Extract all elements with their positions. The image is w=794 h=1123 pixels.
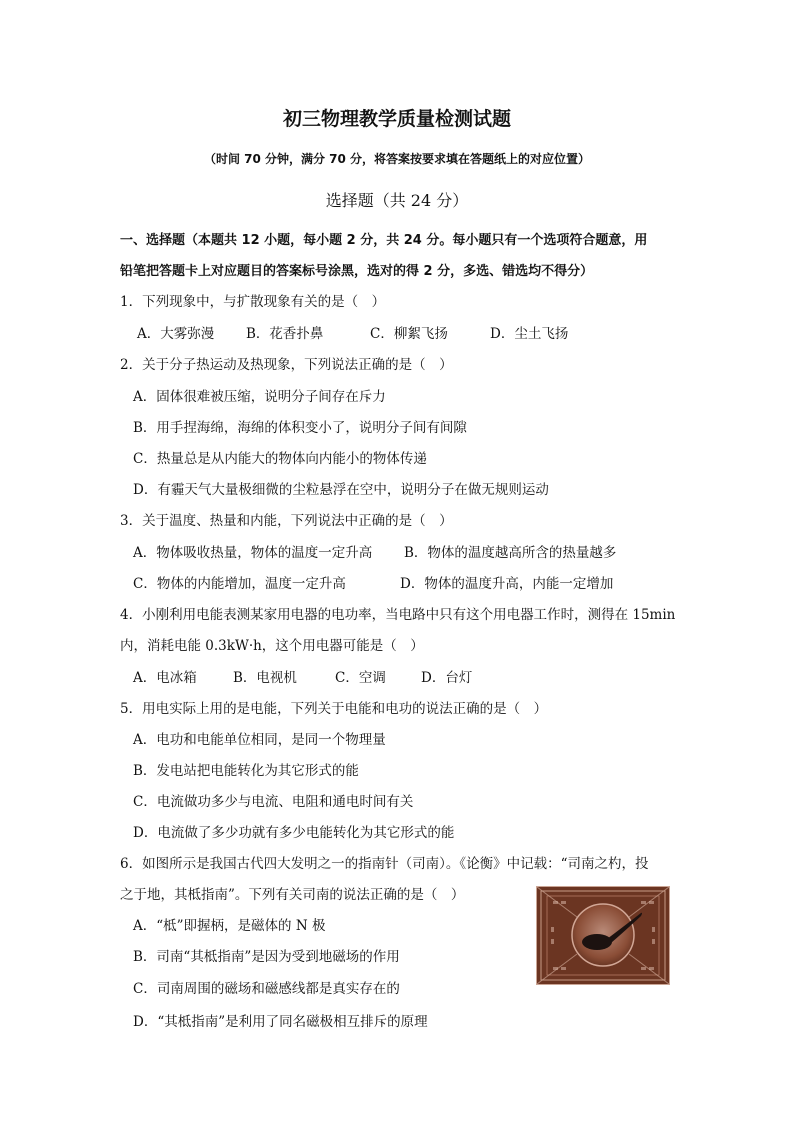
q2-option-c: C．热量总是从内能大的物体向内能小的物体传递 [133, 451, 427, 467]
section-heading: 选择题（共 24 分） [325, 191, 469, 210]
q1-stem: 1．下列现象中，与扩散现象有关的是（ ） [120, 294, 386, 310]
q4-option-c: C．空调 [335, 670, 386, 686]
q2-option-a: A．固体很难被压缩，说明分子间存在斥力 [133, 389, 386, 405]
q3-option-b: B．物体的温度越高所含的热量越多 [404, 545, 617, 561]
exam-note: （时间 70 分钟，满分 70 分，将答案按要求填在答题纸上的对应位置） [203, 152, 591, 166]
q5-stem: 5．用电实际上用的是电能，下列关于电能和电功的说法正确的是（ ） [120, 701, 548, 717]
q3-stem: 3．关于温度、热量和内能，下列说法中正确的是（ ） [120, 513, 453, 529]
q5-option-d: D．电流做了多少功就有多少电能转化为其它形式的能 [133, 825, 455, 841]
q4-option-b: B．电视机 [233, 670, 297, 686]
q3-option-d: D．物体的温度升高，内能一定增加 [400, 576, 614, 592]
compass-icon [537, 887, 669, 984]
instructions-line-2: 铅笔把答题卡上对应题目的答案标号涂黑，选对的得 2 分，多选、错选均不得分） [120, 264, 594, 279]
q6-option-b: B．司南“其柢指南”是因为受到地磁场的作用 [133, 949, 400, 965]
q4-option-d: D．台灯 [421, 670, 473, 686]
q3-option-c: C．物体的内能增加，温度一定升高 [133, 576, 346, 592]
q5-option-b: B．发电站把电能转化为其它形式的能 [133, 763, 359, 779]
q6-stem-line-2: 之于地，其柢指南”。下列有关司南的说法正确的是（ ） [120, 887, 465, 903]
q1-option-b: B．花香扑鼻 [246, 326, 324, 342]
q6-option-c: C．司南周围的磁场和磁感线都是真实存在的 [133, 981, 400, 997]
q5-option-c: C．电流做功多少与电流、电阻和通电时间有关 [133, 794, 414, 810]
q6-option-a: A．“柢”即握柄，是磁体的 N 极 [133, 918, 326, 934]
q2-option-d: D．有霾天气大量极细微的尘粒悬浮在空中，说明分子在做无规则运动 [133, 482, 549, 498]
q6-stem-line-1: 6．如图所示是我国古代四大发明之一的指南针（司南）。《论衡》中记载：“司南之杓，投 [120, 856, 649, 872]
q1-option-c: C．柳絮飞扬 [370, 326, 448, 342]
q5-option-a: A．电功和电能单位相同，是同一个物理量 [133, 732, 386, 748]
q2-option-b: B．用手捏海绵，海绵的体积变小了，说明分子间有间隙 [133, 420, 467, 436]
instructions-line-1: 一、选择题（本题共 12 小题，每小题 2 分，共 24 分。每小题只有一个选项符合题意，用 [120, 233, 648, 248]
q1-option-a: A．大雾弥漫 [137, 326, 215, 342]
page-title: 初三物理教学质量检测试题 [282, 108, 511, 130]
q6-option-d: D．“其柢指南”是利用了同名磁极相互排斥的原理 [133, 1014, 428, 1030]
q4-stem-line-1: 4．小刚利用电能表测某家用电器的电功率，当电路中只有这个用电器工作时，测得在 15min [120, 607, 676, 623]
q4-option-a: A．电冰箱 [133, 670, 197, 686]
q2-stem: 2．关于分子热运动及热现象，下列说法正确的是（ ） [120, 357, 453, 373]
q4-stem-line-2: 内，消耗电能 0.3kW·h，这个用电器可能是（ ） [120, 638, 424, 654]
q3-option-a: A．物体吸收热量，物体的温度一定升高 [133, 545, 373, 561]
compass-sinan-figure [536, 886, 670, 985]
q1-option-d: D．尘土飞扬 [490, 326, 569, 342]
